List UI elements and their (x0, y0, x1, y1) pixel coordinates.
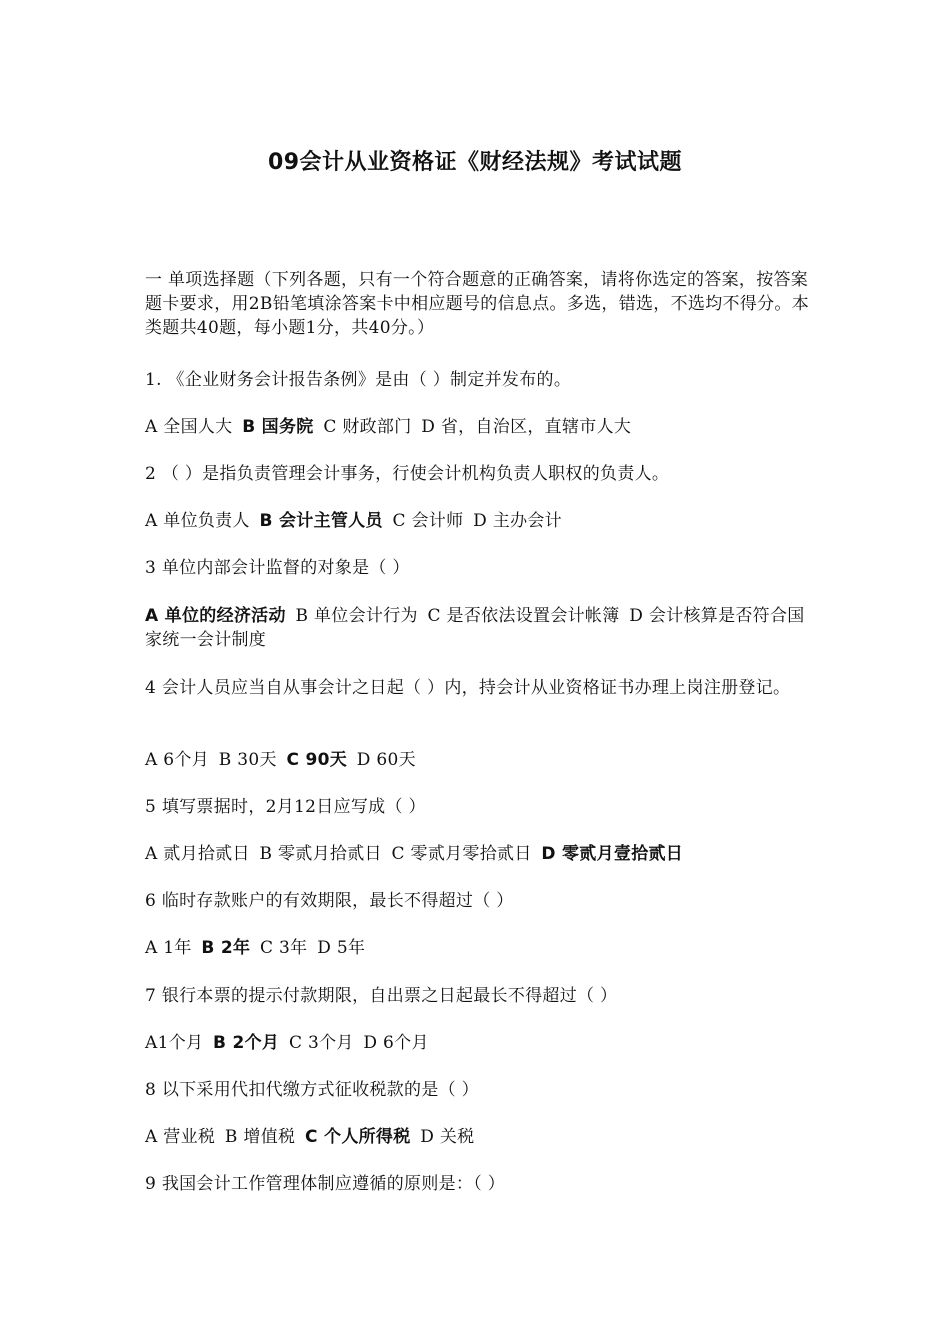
question-9: 9 我国会计工作管理体制应遵循的原则是：（ ） (145, 1174, 506, 1194)
question-2: 2 （ ）是指负责管理会计事务，行使会计机构负责人职权的负责人。 (145, 464, 670, 484)
question-1: 1. 《企业财务会计报告条例》是由（ ）制定并发布的。 (145, 370, 572, 390)
option: D 60天 (356, 750, 416, 770)
option: C 是否依法设置会计帐簿 (427, 606, 620, 626)
option: C 3个月 (288, 1033, 354, 1053)
option: D 会计核算是否符合国家统一会计制度 (145, 606, 805, 650)
option: C 3年 (260, 938, 308, 958)
option: B 增值税 (224, 1127, 296, 1147)
option: A 单位负责人 (145, 511, 250, 531)
option: B 单位会计行为 (295, 606, 418, 626)
option: B 零贰月拾贰日 (259, 844, 382, 864)
question-7: 7 银行本票的提示付款期限，自出票之日起最长不得超过（ ） (145, 986, 618, 1006)
options-5 (145, 842, 815, 866)
option: D 主办会计 (473, 511, 562, 531)
option-correct: B 2年 (201, 938, 251, 958)
options-4 (145, 748, 815, 772)
options-8 (145, 1125, 815, 1149)
question-3: 3 单位内部会计监督的对象是（ ） (145, 558, 410, 578)
option: D 关税 (420, 1127, 475, 1147)
option: D 6个月 (363, 1033, 429, 1053)
page-title: 09会计从业资格证《财经法规》考试试题 (267, 150, 683, 175)
option-correct: B 会计主管人员 (259, 511, 383, 531)
option-correct: B 国务院 (242, 417, 314, 437)
option: C 财政部门 (323, 417, 412, 437)
option: A 6个月 (145, 750, 209, 770)
section-intro: 一 单项选择题（下列各题，只有一个符合题意的正确答案，请将你选定的答案，按答案题卡要求，用2B铅笔填涂答案卡中相应题号的信息点。多选，错选，不选均不得分。本类题共40题，每小题1分，共40分。） (145, 270, 810, 338)
options-7 (145, 1031, 815, 1055)
option: D 省，自治区，直辖市人大 (421, 417, 632, 437)
options-1 (145, 415, 815, 439)
options-6 (145, 936, 815, 960)
option: A 营业税 (145, 1127, 216, 1147)
option: A 全国人大 (145, 417, 233, 437)
question-5: 5 填写票据时，2月12日应写成（ ） (145, 797, 426, 817)
options-3 (145, 604, 815, 652)
question-4: 4 会计人员应当自从事会计之日起（ ）内，持会计从业资格证书办理上岗注册登记。 (145, 678, 791, 698)
option: D 5年 (317, 938, 366, 958)
option-correct: D 零贰月壹拾贰日 (541, 844, 684, 864)
question-6: 6 临时存款账户的有效期限，最长不得超过（ ） (145, 891, 514, 911)
option: C 会计师 (392, 511, 464, 531)
option-correct: C 90天 (286, 750, 348, 770)
option: A1个月 (145, 1033, 204, 1053)
option: A 1年 (145, 938, 192, 958)
option-correct: A 单位的经济活动 (145, 606, 286, 626)
option-correct: C 个人所得税 (305, 1127, 411, 1147)
option: C 零贰月零拾贰日 (391, 844, 532, 864)
question-8: 8 以下采用代扣代缴方式征收税款的是（ ） (145, 1080, 479, 1100)
option: A 贰月拾贰日 (145, 844, 250, 864)
option: B 30天 (218, 750, 277, 770)
option-correct: B 2个月 (213, 1033, 280, 1053)
options-2 (145, 509, 815, 533)
